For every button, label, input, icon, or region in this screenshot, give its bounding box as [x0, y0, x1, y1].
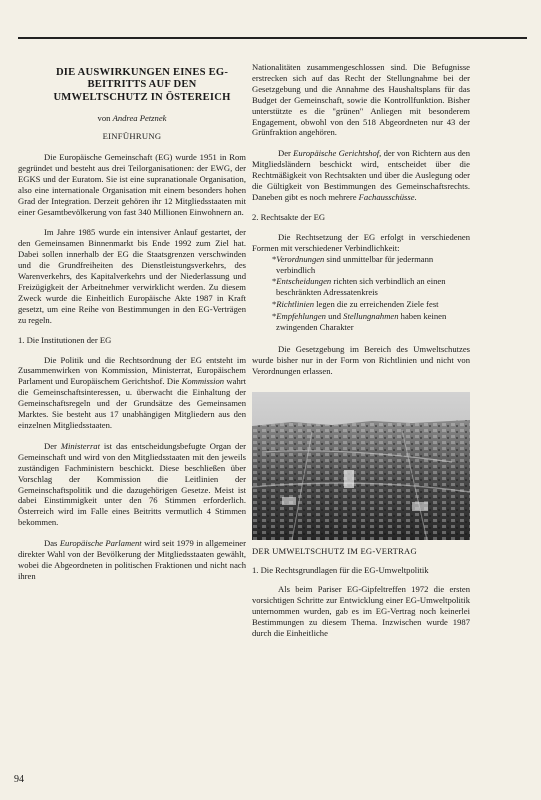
subheading-institutions: 1. Die Institutionen der EG: [18, 334, 112, 345]
author-prefix: von: [97, 113, 111, 124]
section-heading-intro: EINFÜHRUNG: [102, 131, 162, 142]
paragraph: Das Europäische Parlament wird seit 1979 in allgemeiner direkter Wahl von der Bevölkerung der Mitgliedsstaaten gewählt, wobei die Abgeordneten in politischen Fraktionen und nicht nach ihren: [18, 538, 246, 581]
paragraph: Der Ministerrat ist das entscheidungsbefugte Organ der Gemeinschaft und wird von den Mitgliedsstaaten mit den jeweils zuständigen Fachministern beschickt. Diese beschließen über Vorschlag der Kommission die Leitlinien der Gemeinschaftspolitik und die dazugehörigen Gesetze. Meist ist dabei Einstimmigkeit unter den 76 Stimmen erforderlich. Österreich wird im Falle eines Beitritts vermutlich 4 Stimmen bekommen.: [18, 440, 246, 528]
paragraph: Nationalitäten zusammengeschlossen sind. Die Befugnisse erstrecken sich auf das Recht der Stellungnahme bei der Gesetzgebung und die Annahme des Haushaltsplans für das Budget der Gemeinschaft, sowie die Kontrollfunktion. Bisher unterstützte es die "grünen" Anliegen mit besonderem Engagement, obwohl von den 518 Abgeordneten nur 43 der Grünfraktion angehören.: [252, 62, 470, 138]
legal-acts-list: [252, 254, 470, 333]
list-item: *Empfehlungen und Stellungnahmen haben keinen zwingenden Charakter: [272, 311, 447, 333]
paragraph: Die Politik und die Rechtsordnung der EG entsteht im Zusammenwirken von Kommission, Ministerrat, Europäischem Parlament und Europäischem Gerichtshof. Die Kommission wahrt die Gemeinschaftsinteressen, u. überwacht die Einhaltung der Gemeinschaftsregeln und der Grundsätze des Gemeinsamen Marktes. Sie besteht aus 17 unabhängigen Mitgliedern aus den einzelnen Mitgliedsstaaten.: [18, 354, 246, 430]
header-rule: [18, 37, 527, 39]
author-line: [18, 113, 246, 124]
right-column: [252, 62, 470, 639]
article-title: DIE AUSWIRKUNGEN EINES EG-BEITRITTS AUF DEN UMWELTSCHUTZ IN ÖSTEREICH: [53, 67, 231, 103]
subheading-legal-acts: 2. Rechtsakte der EG: [252, 211, 326, 222]
paragraph: Die Europäische Gemeinschaft (EG) wurde 1951 in Rom gegründet und besteht aus drei Teilorganisationen: der EWG, der EGKS und der Euratom. Sie ist eine supranationale Organisation, also eine internationale Organisation mit einem besonders hohen Grad der Integration. Derzeit gehören ihr 12 Mitgliedsstaaten mit einer Gesamtbevölkerung von fast 340 Millionen Einwohnern an.: [18, 152, 246, 217]
paragraph: Die Gesetzgebung im Bereich des Umweltschutzes wurde bisher nur in der Form von Richtlinien und nicht von Verordnungen erlassen.: [252, 343, 470, 376]
author-name: Andrea Petznek: [112, 113, 167, 124]
paragraph: Der Europäische Gerichtshof, der von Richtern aus den Mitgliedsländern beschickt wird, entscheidet über die Rechtmäßigkeit von Rechtsakten und über die Auslegung oder die Gültigkeit von Bestimmungen des Gemeinschaftsrechts. Daneben gibt es noch mehrere Fachausschüsse.: [252, 148, 471, 202]
list-item: *Entscheidungen richten sich verbindlich an einen beschränkten Adressatenkreis: [272, 276, 446, 298]
page-number: 94: [14, 774, 24, 785]
list-item: *Verordnungen sind unmittelbar für jedermann verbindlich: [272, 253, 434, 275]
city-aerial-photo: [252, 392, 470, 540]
paragraph: Im Jahre 1985 wurde ein intensiver Anlauf gestartet, der den Gemeinsamen Binnenmarkt bis Ende 1992 zum Ziel hat. Dabei sollen innerhalb der EG die Staatsgrenzen verschwinden und die Grundfreiheiten des Dienstleistungsverkehrs, des Warenverkehrs, des Kapitalverkehrs und der Niederlassung und Freizügigkeit der Arbeitnehmer verwirklicht werden. Zu diesem Zweck wurde die Einheitlich Europäische Akte 1987 in Kraft gesetzt, um eine Reihe von Bestimmungen in den EG-Verträgen zu regeln.: [18, 227, 246, 325]
list-item: *Richtlinien legen die zu erreichenden Ziele fest: [272, 299, 439, 310]
left-column: [18, 62, 246, 582]
paragraph: Als beim Pariser EG-Gipfeltreffen 1972 die ersten vorsichtigen Schritte zur Entwicklung einer EG-Umweltpolitik unternommen wurden, gab es im EG-Vertrag noch keinerlei Bestimmungen zu diesem Thema. Inzwischen wurde 1987 durch die Einheitliche: [252, 584, 470, 639]
subheading-legal-basis: 1. Die Rechtsgrundlagen für die EG-Umweltpolitik: [252, 564, 429, 575]
paragraph: Die Rechtsetzung der EG erfolgt in verschiedenen Formen mit verschiedener Verbindlichkeit:: [252, 231, 470, 253]
photo-caption: DER UMWELTSCHUTZ IM EG-VERTRAG: [252, 545, 417, 556]
